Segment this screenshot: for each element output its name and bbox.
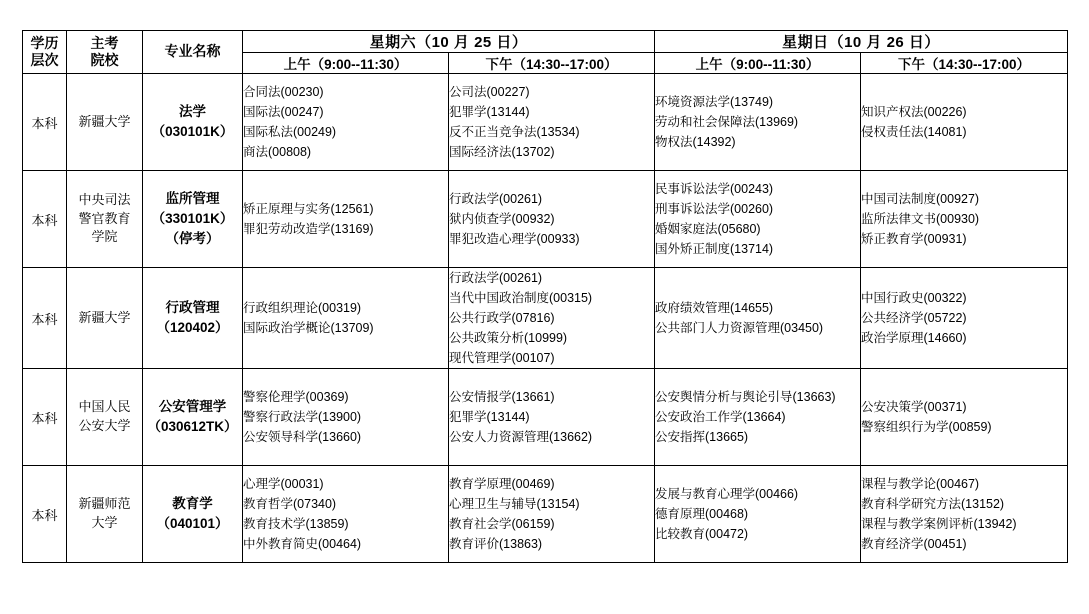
course-item: 公司法(00227) [449,85,530,99]
header-sat-morning: 上午（9:00--11:30） [243,53,449,74]
cell-school [67,74,143,171]
cell-courses-sat-afternoon [449,466,655,563]
major-code: （030101K） [151,124,234,139]
course-item: 矫正教育学(00931) [861,232,967,246]
course-item: 公安指挥(13665) [655,430,749,444]
cell-courses-sat-afternoon [449,171,655,268]
cell-level: 本科 [23,74,67,171]
course-item: 行政组织理论(00319) [243,301,362,315]
cell-courses-sat-afternoon [449,74,655,171]
school-line: 警官教育 [78,210,131,226]
course-item: 国际法(00247) [243,105,324,119]
school-line: 新疆师范 [78,496,131,512]
course-item: 行政法学(00261) [449,271,543,285]
course-item: 中国行政史(00322) [861,291,967,305]
cell-courses-sun-morning [655,268,861,369]
course-item: 比较教育(00472) [655,527,749,541]
course-item: 政治学原理(14660) [861,331,967,345]
major-code: （330101K） [151,210,234,226]
header-sun-morning: 上午（9:00--11:30） [655,53,861,74]
header-major: 专业名称 [143,31,243,74]
table-row [23,171,1068,268]
course-item: 反不正当竞争法(13534) [449,125,580,139]
course-item: 警察伦理学(00369) [243,390,349,404]
course-item: 现代管理学(00107) [449,351,555,365]
course-item: 矫正原理与实务(12561) [243,202,374,216]
table-row [23,268,1068,369]
school-line: 大学 [91,515,118,530]
exam-schedule-table [22,30,1068,563]
course-item: 中国司法制度(00927) [861,192,980,206]
course-item: 犯罪学(13144) [449,105,530,119]
course-item: 环境资源法学(13749) [655,95,774,109]
cell-major [143,171,243,268]
cell-courses-sun-afternoon [861,74,1068,171]
header-sunday: 星期日（10 月 26 日） [655,31,1068,53]
major-name: 法学 [179,103,206,119]
course-item: 警察行政法学(13900) [243,410,362,424]
header-saturday: 星期六（10 月 25 日） [243,31,655,53]
cell-courses-sat-morning [243,268,449,369]
course-item: 商法(00808) [243,145,312,159]
school-line: 新疆大学 [78,113,131,129]
cell-level: 本科 [23,171,67,268]
cell-level: 本科 [23,466,67,563]
cell-major [143,268,243,369]
course-item: 狱内侦查学(00932) [449,212,555,226]
school-line: 公安大学 [78,418,131,433]
cell-courses-sun-afternoon [861,268,1068,369]
course-item: 行政法学(00261) [449,192,543,206]
course-item: 政府绩效管理(14655) [655,301,774,315]
cell-courses-sun-afternoon [861,171,1068,268]
course-item: 民事诉讼法学(00243) [655,182,774,196]
course-item: 中外教育简史(00464) [243,537,362,551]
cell-courses-sat-morning [243,369,449,466]
header-sun-afternoon: 下午（14:30--17:00） [861,53,1068,74]
course-item: 心理学(00031) [243,477,324,491]
course-item: 刑事诉讼法学(00260) [655,202,774,216]
course-item: 合同法(00230) [243,85,324,99]
major-code: （030612TK） [147,419,238,434]
major-code: （040101） [156,516,229,531]
cell-major [143,369,243,466]
course-item: 监所法律文书(00930) [861,212,980,226]
major-name: 教育学 [172,495,213,511]
header-school: 主考 院校 [67,31,143,74]
header-level: 学历 层次 [23,31,67,74]
cell-courses-sat-morning [243,466,449,563]
course-item: 公安舆情分析与舆论引导(13663) [655,390,836,404]
cell-level: 本科 [23,268,67,369]
course-item: 国际经济法(13702) [449,145,555,159]
course-item: 公安决策学(00371) [861,400,967,414]
course-item: 教育哲学(07340) [243,497,337,511]
course-item: 罪犯改造心理学(00933) [449,232,580,246]
table-header-row-1 [23,31,1068,53]
course-item: 劳动和社会保障法(13969) [655,115,799,129]
course-item: 教育经济学(00451) [861,537,967,551]
schedule-sheet [22,30,1067,563]
table-row [23,466,1068,563]
table-row [23,369,1068,466]
school-line: 中国人民 [78,399,131,415]
cell-courses-sun-morning [655,171,861,268]
course-item: 教育评价(13863) [449,537,543,551]
course-item: 当代中国政治制度(00315) [449,291,593,305]
cell-courses-sun-afternoon [861,466,1068,563]
cell-level: 本科 [23,369,67,466]
course-item: 发展与教育心理学(00466) [655,487,799,501]
cell-major [143,466,243,563]
cell-courses-sun-afternoon [861,369,1068,466]
course-item: 课程与教学论(00467) [861,477,980,491]
course-item: 公共政策分析(10999) [449,331,568,345]
cell-school [67,268,143,369]
school-line: 新疆大学 [78,309,131,325]
course-item: 知识产权法(00226) [861,105,967,119]
course-item: 公安情报学(13661) [449,390,555,404]
course-item: 国际政治学概论(13709) [243,321,374,335]
cell-major [143,74,243,171]
cell-school [67,466,143,563]
cell-school [67,369,143,466]
course-item: 教育技术学(13859) [243,517,349,531]
cell-school [67,171,143,268]
cell-courses-sat-morning [243,74,449,171]
course-item: 物权法(14392) [655,135,736,149]
course-item: 警察组织行为学(00859) [861,420,992,434]
course-item: 公安领导科学(13660) [243,430,362,444]
course-item: 侵权责任法(14081) [861,125,967,139]
course-item: 婚姻家庭法(05680) [655,222,761,236]
table-body [23,74,1068,563]
course-item: 公共经济学(05722) [861,311,967,325]
course-item: 心理卫生与辅导(13154) [449,497,580,511]
cell-courses-sat-afternoon [449,268,655,369]
course-item: 国外矫正制度(13714) [655,242,774,256]
table-row [23,74,1068,171]
major-note: （停考） [165,231,220,247]
course-item: 国际私法(00249) [243,125,337,139]
header-sat-afternoon: 下午（14:30--17:00） [449,53,655,74]
major-code: （120402） [156,320,229,335]
cell-courses-sun-morning [655,74,861,171]
course-item: 罪犯劳动改造学(13169) [243,222,374,236]
course-item: 德育原理(00468) [655,507,749,521]
course-item: 教育学原理(00469) [449,477,555,491]
cell-courses-sat-afternoon [449,369,655,466]
course-item: 公共行政学(07816) [449,311,555,325]
major-name: 公安管理学 [158,398,227,414]
major-name: 行政管理 [165,299,220,315]
course-item: 教育社会学(06159) [449,517,555,531]
cell-courses-sun-morning [655,466,861,563]
course-item: 公共部门人力资源管理(03450) [655,321,824,335]
course-item: 课程与教学案例评析(13942) [861,517,1017,531]
course-item: 犯罪学(13144) [449,410,530,424]
cell-courses-sun-morning [655,369,861,466]
course-item: 公安人力资源管理(13662) [449,430,593,444]
school-line: 中央司法 [78,191,131,207]
major-name: 监所管理 [165,190,220,206]
course-item: 教育科学研究方法(13152) [861,497,1005,511]
course-item: 公安政治工作学(13664) [655,410,786,424]
school-line: 学院 [91,229,118,245]
cell-courses-sat-morning [243,171,449,268]
